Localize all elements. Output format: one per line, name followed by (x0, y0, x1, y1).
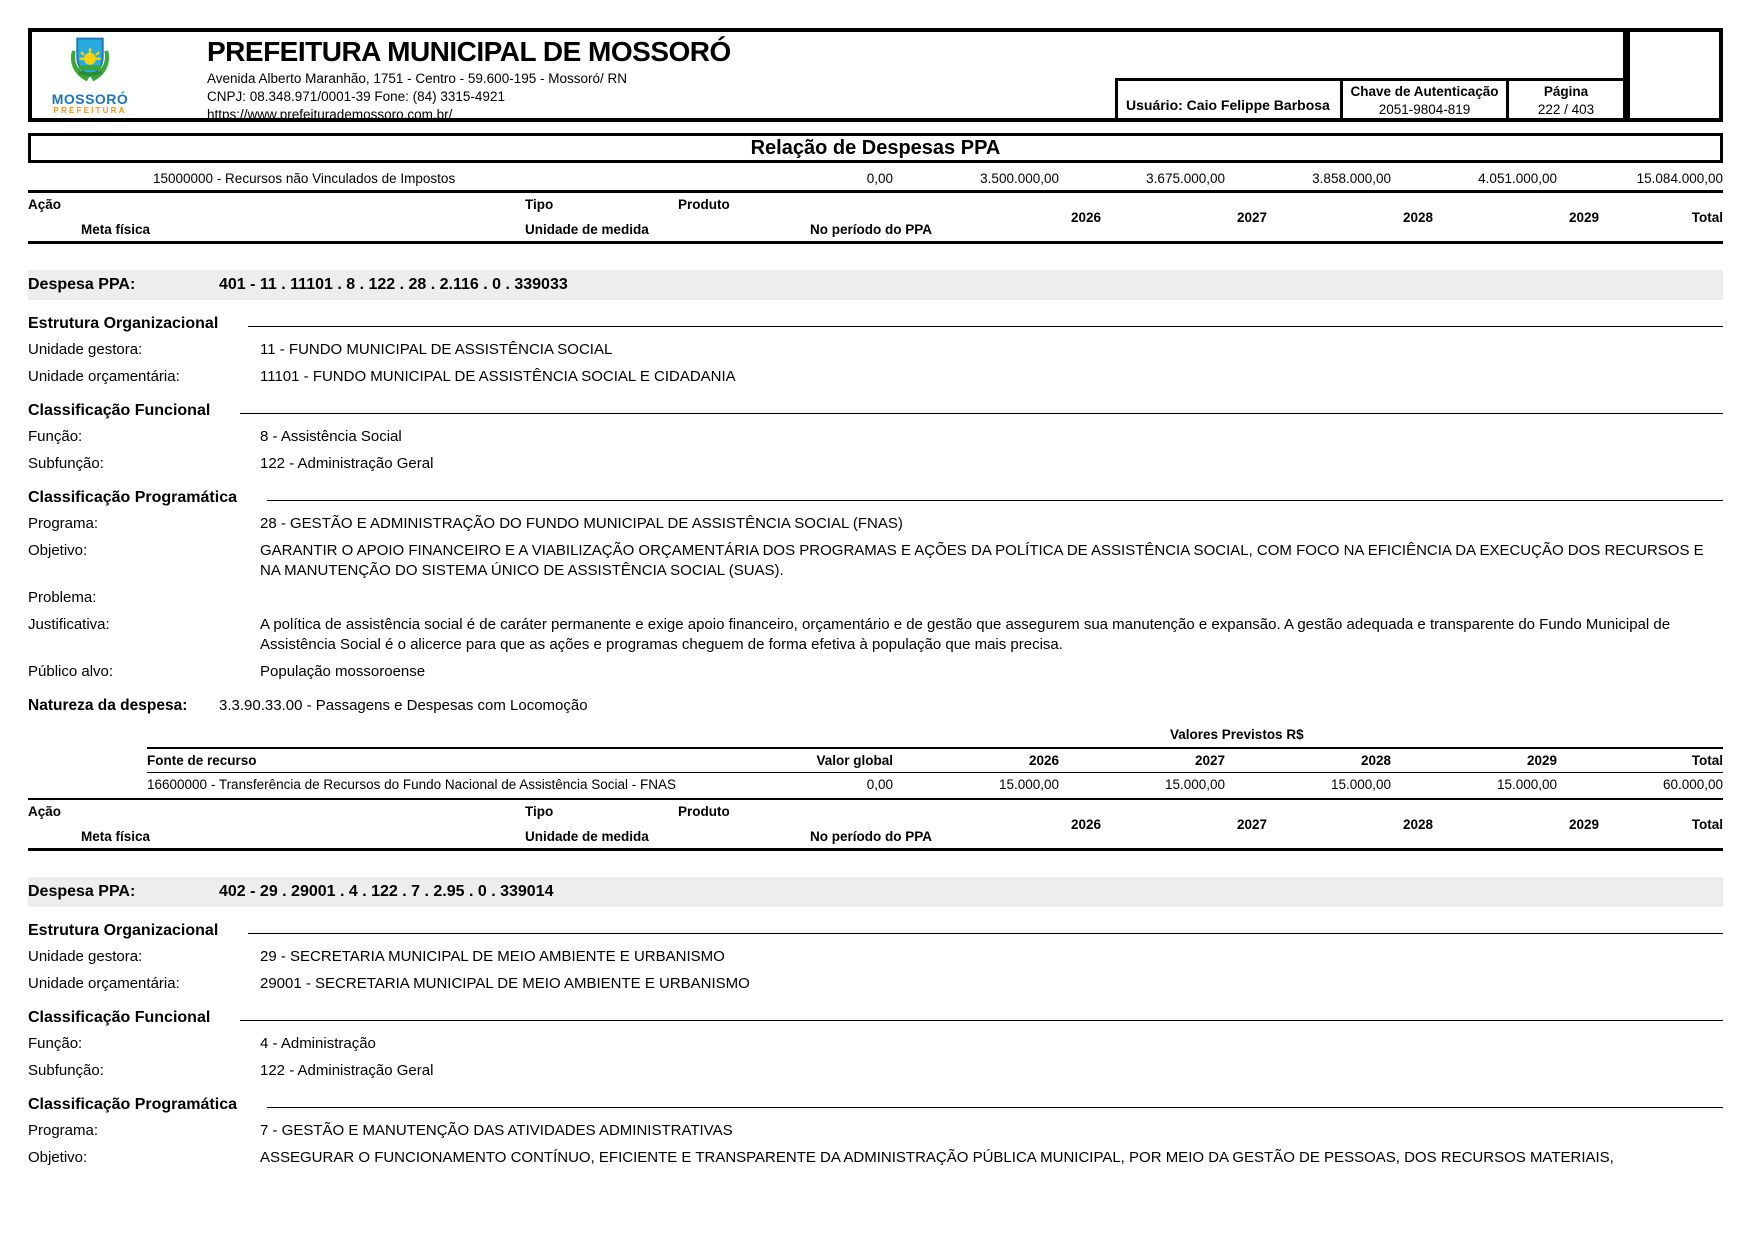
acao-table-header (28, 800, 1723, 848)
section-title: Classificação Programática (28, 489, 237, 506)
col-total: Total (1691, 753, 1723, 768)
report-title: Relação de Despesas PPA (750, 136, 1001, 159)
field-value: 8 - Assistência Social (260, 428, 402, 445)
user-cell: Usuário: Caio Felippe Barbosa (1115, 78, 1340, 118)
field-label: Unidade gestora: (28, 341, 143, 358)
section-classificacao-programatica (28, 489, 1723, 507)
col-periodo-ppa: No período do PPA (810, 829, 932, 844)
acao-year-columns (28, 193, 1723, 241)
fonte-table-header (147, 749, 1723, 772)
col-2026: 2026 (1070, 209, 1101, 225)
section-rule (248, 326, 1723, 327)
col-tipo: Tipo (525, 804, 554, 819)
col-acao: Ação (28, 804, 62, 819)
field-value: ASSEGURAR O FUNCIONAMENTO CONTÍNUO, EFICIENTE E TRANSPARENTE DA ADMINISTRAÇÃO PÚBLICA MUNICIPAL, POR MEIO DA GESTÃO DE PESSOAS, DOS RECURSOS MATERIAIS, (260, 1149, 1614, 1166)
value-2026: 3.500.000,00 (980, 171, 1059, 186)
acao-table-header (28, 193, 1723, 241)
col-2029: 2029 (1568, 816, 1599, 832)
field-funcao (28, 1034, 1723, 1054)
col-total: Total (1691, 816, 1723, 832)
col-acao: Ação (28, 197, 62, 212)
value-total: 15.084.000,00 (1636, 171, 1723, 186)
section-rule (267, 1107, 1723, 1108)
col-2029: 2029 (1526, 753, 1557, 768)
field-problema (28, 588, 1723, 608)
fonte-row-carryover (28, 169, 1723, 190)
col-meta-fisica: Meta física (81, 222, 151, 237)
col-2028: 2028 (1360, 753, 1391, 768)
field-value: 122 - Administração Geral (260, 1062, 434, 1079)
col-2027: 2027 (1236, 816, 1267, 832)
field-label: Objetivo: (28, 542, 88, 559)
header-identification (207, 37, 731, 122)
col-2027: 2027 (1194, 753, 1225, 768)
field-unidade-orcamentaria (28, 974, 1723, 994)
field-label: Unidade orçamentária: (28, 975, 180, 992)
field-subfuncao (28, 454, 1723, 474)
col-produto: Produto (678, 197, 730, 212)
section-classificacao-programatica (28, 1096, 1723, 1114)
section-classificacao-funcional (28, 402, 1723, 420)
fonte-row (147, 773, 1723, 798)
auth-key-label: Chave de Autenticação (1350, 84, 1499, 99)
field-label: Objetivo: (28, 1149, 88, 1166)
field-value: 122 - Administração Geral (260, 455, 434, 472)
auth-key-value: 2051-9804-819 (1378, 102, 1471, 117)
field-value: 3.3.90.33.00 - Passagens e Despesas com Locomoção (219, 697, 588, 714)
section-title: Classificação Funcional (28, 402, 211, 419)
col-unidade-medida: Unidade de medida (525, 222, 649, 237)
field-value: 28 - GESTÃO E ADMINISTRAÇÃO DO FUNDO MUNICIPAL DE ASSISTÊNCIA SOCIAL (FNAS) (260, 515, 903, 532)
value-2029: 15.000,00 (1496, 777, 1557, 792)
field-programa (28, 514, 1723, 534)
report-title-bar (28, 133, 1723, 163)
section-rule (248, 933, 1723, 934)
field-funcao (28, 427, 1723, 447)
despesa-ppa-code: 402 - 29 . 29001 . 4 . 122 . 7 . 2.95 . 0 . 339014 (219, 883, 554, 900)
col-total: Total (1691, 209, 1723, 225)
col-periodo-ppa: No período do PPA (810, 222, 932, 237)
value-total: 60.000,00 (1662, 777, 1723, 792)
page-cell (1506, 78, 1623, 118)
value-2029: 4.051.000,00 (1478, 171, 1557, 186)
divider (28, 848, 1723, 851)
field-programa (28, 1121, 1723, 1141)
field-value: População mossoroense (260, 663, 426, 680)
field-objetivo (28, 541, 1723, 581)
section-title: Classificação Programática (28, 1096, 237, 1113)
mossoro-logo (44, 35, 136, 115)
despesa-ppa-code: 401 - 11 . 11101 . 8 . 122 . 28 . 2.116 . 0 . 339033 (219, 276, 568, 293)
field-label: Público alvo: (28, 663, 114, 680)
col-produto: Produto (678, 804, 730, 819)
col-fonte-recurso: Fonte de recurso (147, 753, 257, 768)
section-estrutura-organizacional (28, 922, 1723, 940)
field-value: 11101 - FUNDO MUNICIPAL DE ASSISTÊNCIA SOCIAL E CIDADANIA (260, 368, 736, 385)
org-website-link[interactable]: https://www.prefeiturademossoro.com.br/ (207, 106, 453, 122)
fonte-recurso-table (147, 747, 1723, 798)
field-subfuncao (28, 1061, 1723, 1081)
value-2028: 15.000,00 (1330, 777, 1391, 792)
field-justificativa (28, 615, 1723, 655)
field-value: 7 - GESTÃO E MANUTENÇÃO DAS ATIVIDADES ADMINISTRATIVAS (260, 1122, 733, 1139)
field-value: 29001 - SECRETARIA MUNICIPAL DE MEIO AMBIENTE E URBANISMO (260, 975, 750, 992)
page-label: Página (1543, 84, 1589, 99)
field-publico-alvo (28, 662, 1723, 682)
col-2027: 2027 (1236, 209, 1267, 225)
document-header (28, 28, 1723, 122)
field-value: 4 - Administração (260, 1035, 376, 1052)
fonte-label: 15000000 - Recursos não Vinculados de Impostos (153, 171, 456, 186)
despesa-ppa-label: Despesa PPA: (28, 883, 136, 900)
field-label: Natureza da despesa: (28, 697, 188, 714)
divider (28, 241, 1723, 244)
field-label: Justificativa: (28, 616, 110, 633)
section-rule (240, 1020, 1723, 1021)
section-rule (267, 500, 1723, 501)
fonte-label: 16600000 - Transferência de Recursos do Fundo Nacional de Assistência Social - FNAS (147, 777, 677, 792)
logo-sub-text: PREFEITURA (53, 106, 127, 115)
valores-previstos-label: Valores Previstos R$ (1170, 727, 1304, 742)
col-2026: 2026 (1070, 816, 1101, 832)
col-2029: 2029 (1568, 209, 1599, 225)
auth-key-cell (1340, 78, 1506, 118)
section-estrutura-organizacional (28, 315, 1723, 333)
field-label: Programa: (28, 1122, 99, 1139)
section-title: Estrutura Organizacional (28, 315, 219, 332)
value-2028: 3.858.000,00 (1312, 171, 1391, 186)
field-label: Subfunção: (28, 455, 104, 472)
field-unidade-gestora (28, 340, 1723, 360)
header-meta-cells (1115, 78, 1623, 118)
section-title: Classificação Funcional (28, 1009, 211, 1026)
section-classificacao-funcional (28, 1009, 1723, 1027)
field-value: A política de assistência social é de caráter permanente e exige apoio financeiro, orçamentário e de gestão que assegurem sua manutenção e expansão. A gestão adequada e transparente do Fundo Municipal de Assistência Social é o alicerce para que as ações e programas cheguem de forma efetiva à população que mais precisa. (260, 616, 1671, 653)
field-value: 11 - FUNDO MUNICIPAL DE ASSISTÊNCIA SOCIAL (260, 341, 613, 358)
field-natureza-despesa (28, 697, 1723, 715)
field-label: Unidade gestora: (28, 948, 143, 965)
col-valor-global: Valor global (816, 753, 893, 768)
header-side-box (1627, 28, 1723, 122)
value-2027: 15.000,00 (1164, 777, 1225, 792)
org-address: Avenida Alberto Maranhão, 1751 - Centro - 59.600-195 - Mossoró/ RN (207, 70, 627, 86)
despesa-ppa-bar-1 (28, 270, 1723, 300)
field-label: Problema: (28, 589, 97, 606)
field-value: 29 - SECRETARIA MUNICIPAL DE MEIO AMBIENTE E URBANISMO (260, 948, 725, 965)
col-2028: 2028 (1402, 209, 1433, 225)
acao-year-columns (28, 800, 1723, 848)
field-value: GARANTIR O APOIO FINANCEIRO E A VIABILIZAÇÃO ORÇAMENTÁRIA DOS PROGRAMAS E AÇÕES DA POLÍTICA DE ASSISTÊNCIA SOCIAL, COM FOCO NA EFICIÊNCIA DA EXECUÇÃO DOS RECURSOS E NA MANUTENÇÃO DO SISTEMA ÚNICO DE ASSISTÊNCIA SOCIAL (SUAS). (260, 542, 1704, 579)
field-label: Subfunção: (28, 1062, 104, 1079)
field-label: Unidade orçamentária: (28, 368, 180, 385)
field-unidade-orcamentaria (28, 367, 1723, 387)
section-title: Estrutura Organizacional (28, 922, 219, 939)
field-label: Função: (28, 1035, 83, 1052)
value-2027: 3.675.000,00 (1146, 171, 1225, 186)
org-cnpj-phone: CNPJ: 08.348.971/0001-39 Fone: (84) 3315-4921 (207, 88, 505, 104)
despesa-ppa-label: Despesa PPA: (28, 276, 136, 293)
field-label: Programa: (28, 515, 99, 532)
section-rule (240, 413, 1723, 414)
field-objetivo (28, 1148, 1723, 1168)
col-2028: 2028 (1402, 816, 1433, 832)
col-unidade-medida: Unidade de medida (525, 829, 649, 844)
logo-city-text: MOSSORÓ (51, 91, 129, 107)
field-unidade-gestora (28, 947, 1723, 967)
field-label: Função: (28, 428, 83, 445)
value-2026: 15.000,00 (998, 777, 1059, 792)
col-meta-fisica: Meta física (81, 829, 151, 844)
valor-global-value: 0,00 (866, 171, 893, 186)
despesa-ppa-bar-2 (28, 877, 1723, 907)
page-number: 222 / 403 (1537, 102, 1595, 117)
valor-global-value: 0,00 (866, 777, 893, 792)
field-value (260, 588, 1723, 608)
col-2026: 2026 (1028, 753, 1059, 768)
col-tipo: Tipo (525, 197, 554, 212)
org-title: PREFEITURA MUNICIPAL DE MOSSORÓ (207, 36, 731, 67)
header-main-box (28, 28, 1627, 122)
city-crest-icon (66, 35, 114, 87)
